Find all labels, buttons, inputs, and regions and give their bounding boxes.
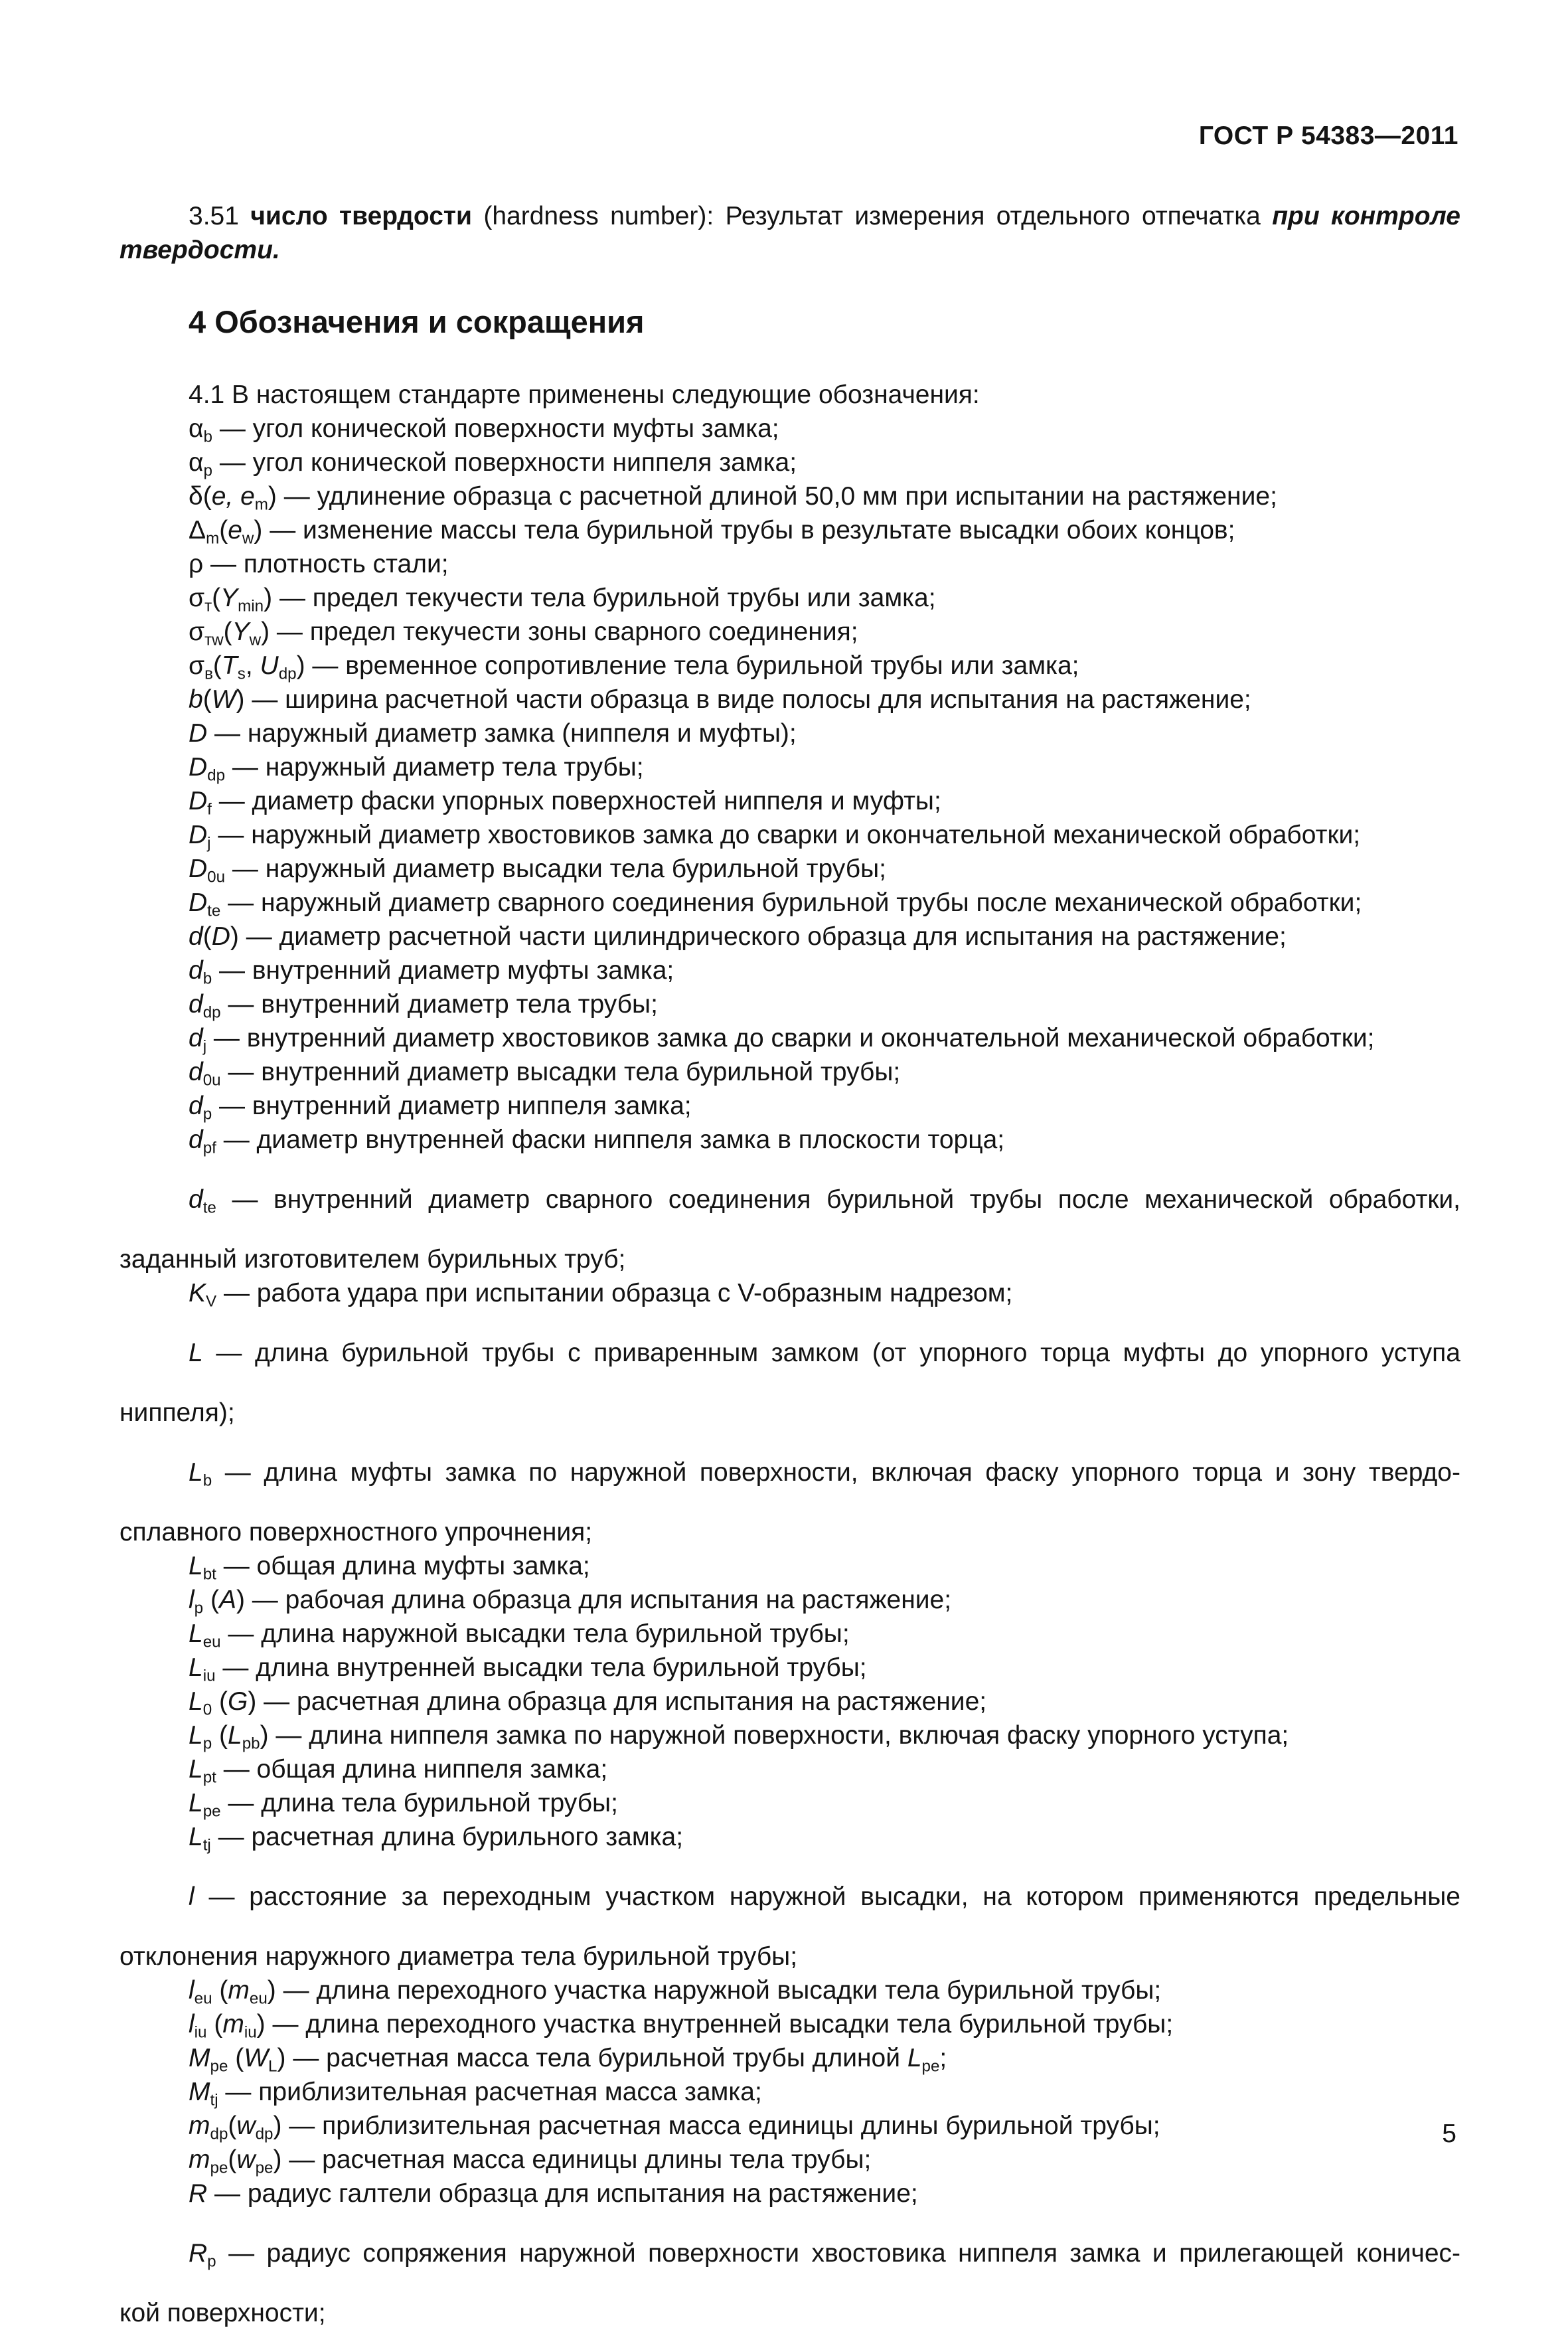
symbol-description: — общая длина муфты замка; <box>216 1552 590 1580</box>
symbol-subscript: 0 <box>202 1701 212 1719</box>
symbol-definition: $L_0$ (G) — расчетная длина образца для испытания на растяжение; <box>189 1687 987 1719</box>
section-title: 4 Обозначения и сокращения <box>189 304 645 339</box>
alt-symbol: W <box>244 2044 269 2072</box>
symbol: δ <box>189 482 203 511</box>
symbol: L <box>189 1755 203 1784</box>
symbol-definition: $\sigma_{тw}(Y_w)$ — предел текучести зоны сварного соединения; <box>189 618 858 649</box>
symbol-description: — наружный диаметр сварного соединения бурильной трубы после механической обработки; <box>220 888 1362 917</box>
symbol-definition <box>119 547 1460 581</box>
symbol-description: — наружный диаметр тела трубы; <box>225 753 644 782</box>
alt-subscript-2: dp <box>278 665 297 683</box>
symbol-definition-continuation: сплавного поверхностного упрочнения; <box>119 1518 593 1546</box>
symbol-definition: $L_p$ $(L_{pb})$ — длина ниппеля замка по наружной поверхности, включая фаску упорного уступа; <box>189 1721 1289 1753</box>
symbol-subscript: p <box>202 1734 212 1753</box>
alt-subscript: s <box>237 665 246 683</box>
symbol: M <box>189 2078 210 2106</box>
symbol-description: — ширина расчетной части образца в виде полосы для испытания на растяжение; <box>244 685 1251 714</box>
symbol: b <box>189 685 203 714</box>
section-intro: 4.1 В настоящем стандарте применены следующие обозначения: <box>189 380 980 409</box>
symbol-definition <box>119 2177 1460 2210</box>
alt-subscript: iu <box>244 2023 257 2042</box>
symbol: m <box>189 2112 210 2140</box>
symbol-definition <box>119 852 1460 886</box>
symbol-subscript: te <box>202 1199 216 1217</box>
symbol-description: — диаметр фаски упорных поверхностей ниппеля и муфты; <box>211 787 941 815</box>
symbol-description: — приблизительная расчетная масса замка; <box>218 2078 762 2106</box>
symbol-definition <box>119 2075 1460 2109</box>
symbol-definition <box>119 1617 1460 1651</box>
symbol: D <box>189 888 208 917</box>
symbol-description: — рабочая длина образца для испытания на растяжение; <box>244 1586 952 1614</box>
symbol-definition: $\sigma_в(T_s$, $U_{dp}$) — временное сопротивление тела бурильной трубы или замка; <box>189 651 1079 683</box>
alt-subscript: w <box>242 529 254 548</box>
symbol-description: — внутренний диаметр муфты замка; <box>212 956 674 985</box>
symbol-subscript: тw <box>204 631 224 649</box>
symbol-description: — длина переходного участка внутренней высадки тела бурильной трубы; <box>265 2010 1174 2039</box>
alt-symbol: w <box>236 2145 256 2174</box>
symbol: L <box>189 1458 203 1487</box>
symbol-subscript: eu <box>202 1633 221 1651</box>
symbol: L <box>189 1653 203 1682</box>
symbol-subscript: tj <box>210 2091 218 2110</box>
term-english: (hardness number): <box>483 202 714 230</box>
symbol-definition <box>119 1651 1460 1685</box>
symbol-subscript: в <box>204 665 213 683</box>
symbol: L <box>189 1721 203 1750</box>
symbol-definition: $l_p$ (A) — рабочая длина образца для испытания на растяжение; <box>189 1586 952 1618</box>
symbol-description: — угол конической поверхности муфты замка; <box>212 414 779 443</box>
symbol-description: — радиус галтели образца для испытания на растяжение; <box>207 2179 918 2208</box>
symbol-subscript: pe <box>210 2159 228 2177</box>
symbol-description: — диаметр расчетной части цилиндрического образца для испытания на растяжение; <box>238 922 1287 951</box>
symbol-definition: $m_{pe}(w_{pe})$ — расчетная масса единицы длины тела трубы; <box>189 2145 872 2177</box>
symbol-definition: $\Delta_m(e_w)$ — изменение массы тела бурильной трубы в результате высадки обоих концов; <box>189 516 1235 548</box>
alt-subscript: w <box>249 631 262 649</box>
symbol-description: — внутренний диаметр сварного соединения бурильной трубы после механической обработки, <box>216 1185 1460 1214</box>
symbol: D <box>189 719 208 748</box>
symbol-description: — длина тела бурильной трубы; <box>220 1789 618 1817</box>
symbol-definition <box>119 1549 1460 1583</box>
alt-subscript: eu <box>249 1989 268 2008</box>
alt-symbol: G <box>227 1687 248 1716</box>
symbol-subscript: iu <box>194 2023 207 2042</box>
symbol: D <box>189 787 208 815</box>
alt-subscript: dp <box>255 2125 274 2143</box>
symbol-description: — внутренний диаметр высадки тела бурильной трубы; <box>220 1058 901 1086</box>
symbol-description: — внутренний диаметр тела трубы; <box>220 990 658 1019</box>
symbol-subscript: b <box>203 428 212 446</box>
symbol-subscript: dp <box>202 1003 221 1022</box>
page-number: 5 <box>1442 2120 1456 2148</box>
symbol-subscript: pf <box>202 1139 216 1157</box>
symbol-definition <box>119 954 1460 987</box>
symbol-description: — расчетная масса единицы длины тела трубы; <box>281 2145 872 2174</box>
symbol: σ <box>189 651 205 680</box>
symbol: σ <box>189 584 205 612</box>
symbol: L <box>189 1552 203 1580</box>
symbol: d <box>189 922 203 951</box>
symbol-definition <box>119 784 1460 818</box>
symbol: D <box>189 821 208 849</box>
alt-symbol: Y <box>220 584 238 612</box>
symbol-description: — расчетная масса тела бурильной трубы длиной <box>285 2044 907 2072</box>
symbol-definition <box>119 1183 1460 1216</box>
symbol-subscript: bt <box>202 1565 216 1584</box>
symbol: ρ <box>189 550 204 578</box>
symbol-definition: d(D) — диаметр расчетной части цилиндрического образца для испытания на растяжение; <box>189 922 1287 951</box>
symbol: l <box>189 1976 195 2005</box>
term-emphasis: при контроле твердости. <box>119 202 1460 264</box>
symbol-description: — длина наружной высадки тела бурильной трубы; <box>220 1620 850 1648</box>
symbol-subscript: pt <box>202 1768 216 1787</box>
symbol-definition <box>119 818 1460 852</box>
symbol-subscript: b <box>202 969 212 988</box>
symbol: α <box>189 414 204 443</box>
page-content <box>119 199 1460 2330</box>
symbol: L <box>189 1687 203 1716</box>
symbol-description: — длина внутренней высадки тела бурильной трубы; <box>215 1653 867 1682</box>
symbol-subscript: p <box>203 461 212 480</box>
symbol-description: — наружный диаметр высадки тела бурильной трубы; <box>225 855 886 883</box>
symbol-subscript: pe <box>202 1802 221 1821</box>
term-number: 3.51 <box>189 202 239 230</box>
symbol-description: — расчетная длина образца для испытания на растяжение; <box>256 1687 987 1716</box>
symbol-definition <box>119 1021 1460 1055</box>
symbol: L <box>189 1823 203 1851</box>
symbol-definition: $m_{dp}(w_{dp})$ — приблизительная расчетная масса единицы длины бурильной трубы; <box>189 2112 1160 2143</box>
alt-symbol: T <box>221 651 238 680</box>
symbol-description: — длина муфты замка по наружной поверхности, включая фаску упорного торца и зону твердо- <box>212 1458 1460 1487</box>
alt-symbol: D <box>211 922 230 951</box>
symbol: L <box>189 1339 203 1367</box>
symbol-definition: δ(e, $e_m$) — удлинение образца с расчетной длиной 50,0 мм при испытании на растяжение; <box>189 482 1277 514</box>
symbol-subscript: f <box>207 800 212 819</box>
alt-symbol: e <box>228 516 242 544</box>
symbol: l <box>189 2010 195 2039</box>
symbol-definition <box>119 1456 1460 1489</box>
symbol-description: — внутренний диаметр ниппеля замка; <box>212 1092 692 1120</box>
symbol-definition <box>119 1786 1460 1820</box>
symbol-definition <box>119 1336 1460 1370</box>
symbol-description: — длина бурильной трубы с приваренным замком (от упорного торца муфты до упорного уступа <box>202 1339 1460 1367</box>
symbol-subscript: p <box>194 1599 204 1618</box>
symbol-subscript: j <box>202 1037 207 1056</box>
symbol-definition-continuation: ниппеля); <box>119 1398 235 1427</box>
symbol: R <box>189 2179 208 2208</box>
symbol: D <box>189 753 208 782</box>
symbol-definition <box>119 1055 1460 1089</box>
symbol-description: — удлинение образца с расчетной длиной 50,0 мм при испытании на растяжение; <box>276 482 1277 511</box>
symbol-subscript: m <box>206 529 220 548</box>
symbol: m <box>189 2145 210 2174</box>
symbol: L <box>189 1789 203 1817</box>
symbol-description: — угол конической поверхности ниппеля замка; <box>212 448 797 477</box>
symbol: α <box>189 448 204 477</box>
symbol-definition: $\sigma_т(Y_{min})$ — предел текучести тела бурильной трубы или замка; <box>189 584 936 616</box>
symbol: d <box>189 990 203 1019</box>
symbol: K <box>189 1279 206 1307</box>
alt-symbol: A <box>218 1586 236 1614</box>
alt-subscript: pb <box>242 1734 260 1753</box>
symbol-subscript: 0u <box>202 1071 221 1090</box>
document-header: ГОСТ Р 54383—2011 <box>1198 122 1458 150</box>
alt-symbol: m <box>222 2010 244 2039</box>
symbol-definition <box>119 1276 1460 1310</box>
symbol-definition <box>119 1089 1460 1123</box>
symbol-description: — расчетная длина бурильного замка; <box>210 1823 684 1851</box>
alt-symbol: L <box>227 1721 242 1750</box>
alt-subscript: min <box>238 597 264 616</box>
symbol: d <box>189 1058 203 1086</box>
tail-text: ; <box>939 2044 947 2072</box>
symbol-subscript: j <box>207 834 211 853</box>
symbol-definition-continuation: кой поверхности; <box>119 2299 326 2327</box>
symbol-subscript: dp <box>210 2125 228 2143</box>
symbol-definition <box>119 750 1460 784</box>
symbol-definition <box>119 716 1460 750</box>
symbol-description: — предел текучести тела бурильной трубы или замка; <box>272 584 936 612</box>
symbol: l <box>189 1882 195 1911</box>
symbol-definition <box>119 446 1460 479</box>
alt-symbol: W <box>211 685 236 714</box>
symbol-description: — расстояние за переходным участком наружной высадки, на котором применяются предельные <box>194 1882 1460 1911</box>
symbol-definition <box>119 1820 1460 1854</box>
symbol-definition: b(W) — ширина расчетной части образца в виде полосы для испытания на растяжение; <box>189 685 1251 714</box>
term-definition <box>119 199 1460 267</box>
symbol-definition <box>119 1752 1460 1786</box>
symbol: d <box>189 1092 203 1120</box>
alt-symbol: e, e <box>211 482 255 511</box>
symbol-subscript: V <box>206 1292 217 1311</box>
symbol-definition-continuation: отклонения наружного диаметра тела бурильной трубы; <box>119 1942 798 1971</box>
symbol-subscript: p <box>202 1105 212 1123</box>
symbol: d <box>189 1024 203 1052</box>
symbol-description: — диаметр внутренней фаски ниппеля замка в плоскости торца; <box>216 1125 1005 1154</box>
alt-symbol: w <box>236 2112 256 2140</box>
term-definition-text: Результат измерения отдельного отпечатка <box>725 202 1261 230</box>
symbol: D <box>189 855 208 883</box>
symbol: d <box>189 1125 203 1154</box>
symbol-definition <box>119 2236 1460 2270</box>
symbol-description: — внутренний диаметр хвостовиков замка до сварки и окончательной механической обработки; <box>206 1024 1375 1052</box>
symbol-definition: $l_{iu}$ $(m_{iu})$ — длина переходного участка внутренней высадки тела бурильной трубы; <box>189 2010 1174 2042</box>
symbol-description: — плотность стали; <box>203 550 449 578</box>
symbol-description: — наружный диаметр хвостовиков замка до сварки и окончательной механической обработки; <box>210 821 1361 849</box>
symbol-definition: $M_{pe}$ $(W_L)$ — расчетная масса тела бурильной трубы длиной $L_{pe}$; <box>189 2044 947 2076</box>
symbol-definition <box>119 987 1460 1021</box>
alt-symbol-2: U <box>260 651 279 680</box>
symbol-subscript: iu <box>202 1667 216 1685</box>
symbol-description: — работа удара при испытании образца с V-образным надрезом; <box>216 1279 1013 1307</box>
symbol-subscript: p <box>207 2252 216 2271</box>
symbol: L <box>189 1620 203 1648</box>
symbol-subscript: te <box>207 902 221 920</box>
symbol-definition <box>119 886 1460 920</box>
symbol-definition-continuation: заданный изготовителем бурильных труб; <box>119 1245 626 1274</box>
symbol-description: — изменение массы тела бурильной трубы в результате высадки обоих концов; <box>262 516 1235 544</box>
symbol: R <box>189 2239 208 2268</box>
symbol-definition: $l_{eu}$ $(m_{eu})$ — длина переходного участка наружной высадки тела бурильной трубы; <box>189 1976 1162 2008</box>
symbol-subscript: eu <box>194 1989 212 2008</box>
symbol: Δ <box>189 516 206 544</box>
symbol-subscript: т <box>204 597 212 616</box>
alt-subscript: m <box>254 495 268 514</box>
tail-subscript: pe <box>921 2057 940 2076</box>
alt-subscript: L <box>268 2057 277 2076</box>
symbol-subscript: 0u <box>207 868 226 886</box>
symbol: d <box>189 1185 203 1214</box>
symbol: d <box>189 956 203 985</box>
symbol-description: — наружный диаметр замка (ниппеля и муфты); <box>207 719 797 748</box>
tail-symbol: L <box>907 2044 922 2072</box>
symbol-subscript: tj <box>202 1836 211 1855</box>
symbol: l <box>189 1586 195 1614</box>
symbol-definition <box>119 1123 1460 1157</box>
symbol-definition <box>119 412 1460 446</box>
symbol-description: — временное сопротивление тела бурильной трубы или замка; <box>305 651 1079 680</box>
symbol-subscript: b <box>202 1471 212 1490</box>
alt-subscript: pe <box>255 2159 274 2177</box>
symbol-subscript: dp <box>207 766 226 785</box>
term-name: число твердости <box>250 202 472 230</box>
symbol-description: — предел текучести зоны сварного соединения; <box>270 618 858 646</box>
symbol-description: — длина переходного участка наружной высадки тела бурильной трубы; <box>275 1976 1162 2005</box>
symbol: σ <box>189 618 205 646</box>
symbol-description: — длина ниппеля замка по наружной поверхности, включая фаску упорного уступа; <box>268 1721 1289 1750</box>
symbol-description: — приблизительная расчетная масса единицы длины бурильной трубы; <box>281 2112 1160 2140</box>
symbol-description: — общая длина ниппеля замка; <box>216 1755 608 1784</box>
alt-symbol: Y <box>232 618 250 646</box>
alt-symbol: m <box>228 1976 250 2005</box>
symbol-definition <box>119 1880 1460 1914</box>
symbol-description: — радиус сопряжения наружной поверхности хвостовика ниппеля замка и прилегающей коничес- <box>216 2239 1460 2268</box>
symbol: M <box>189 2044 210 2072</box>
symbol-subscript: pe <box>210 2057 228 2076</box>
symbol-list <box>119 412 1460 2330</box>
